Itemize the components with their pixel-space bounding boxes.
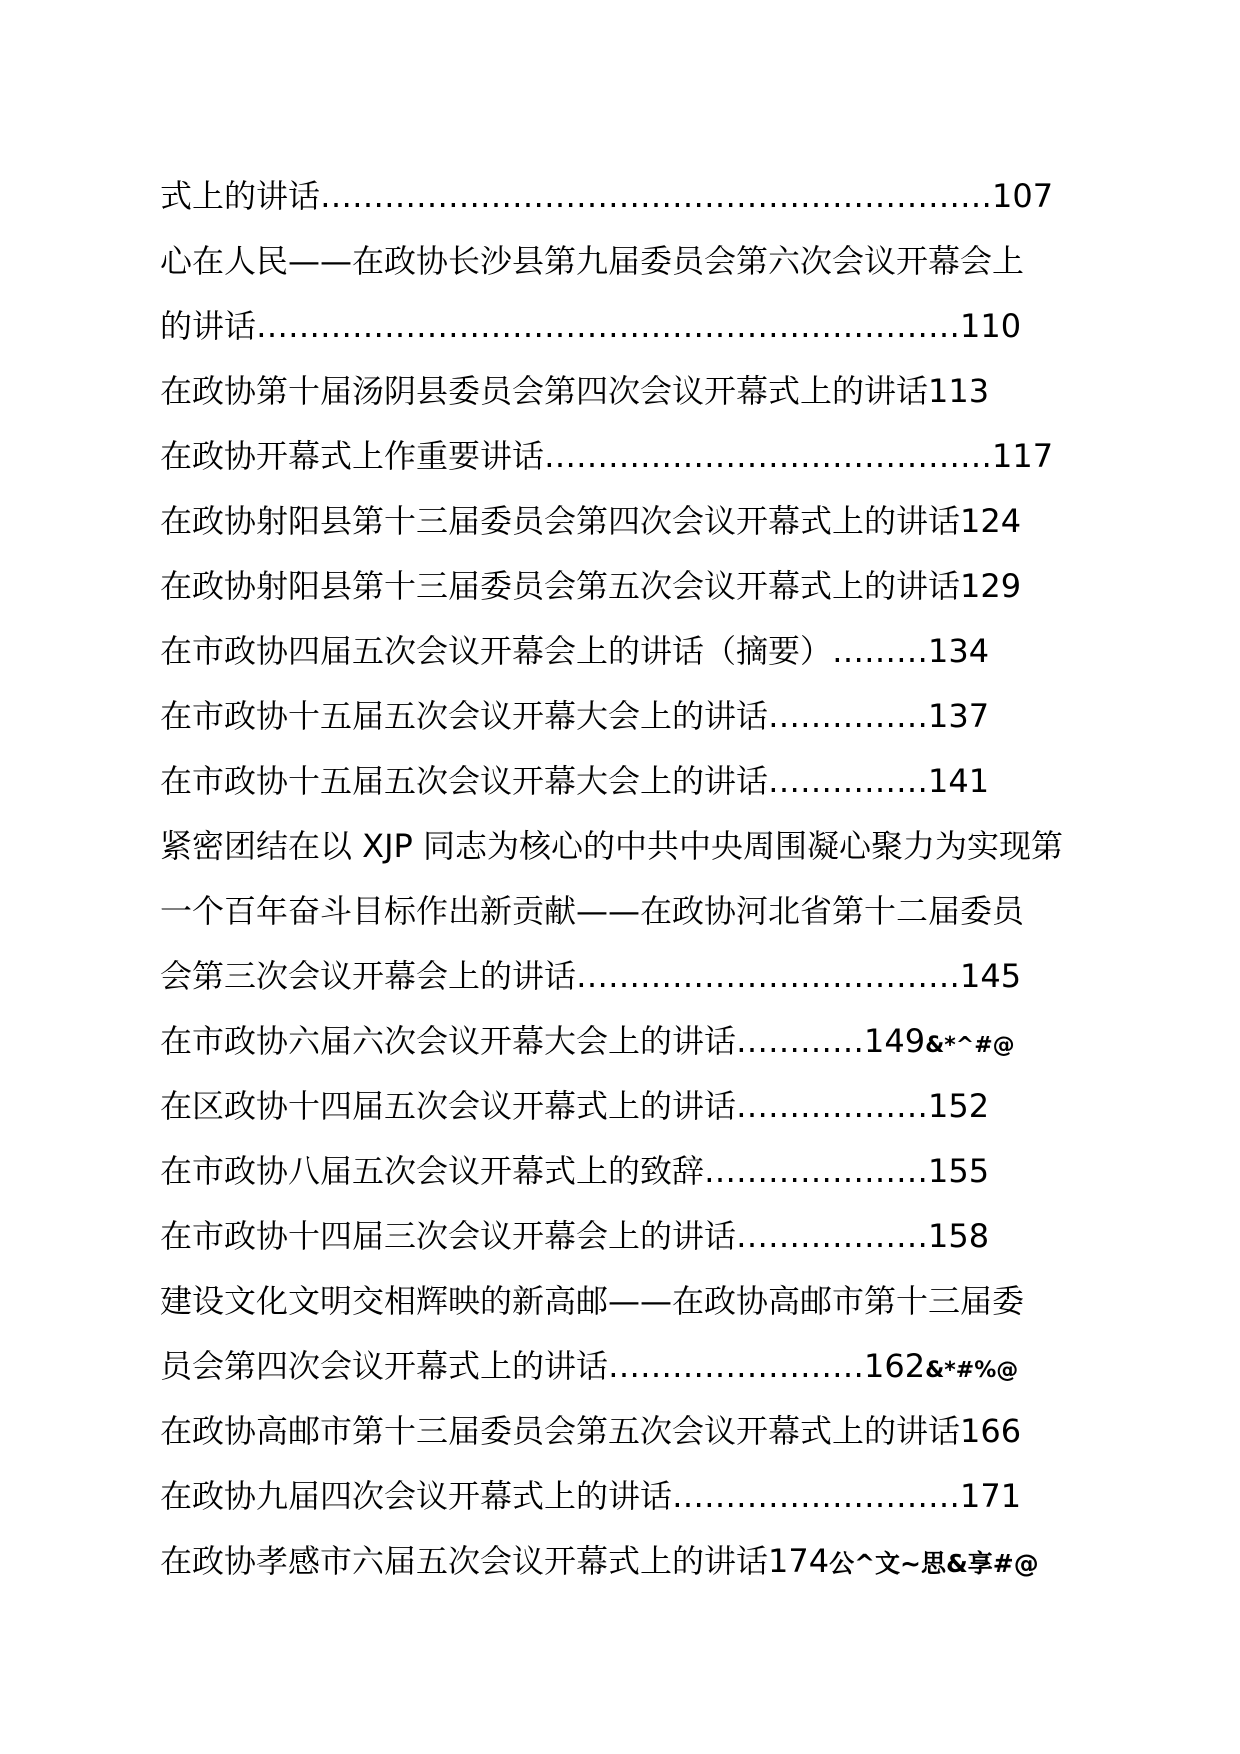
- toc-line: [160, 749, 1100, 814]
- toc-line-text: 式上的讲话………………………………………………………107: [160, 177, 1054, 215]
- toc-line-text: 在政协孝感市六届五次会议开幕式上的讲话174: [160, 1542, 830, 1580]
- toc-line-text: 在市政协十五届五次会议开幕大会上的讲话……………141: [160, 762, 990, 800]
- toc-line: [160, 1139, 1100, 1204]
- toc-line-text: 在政协高邮市第十三届委员会第五次会议开幕式上的讲话166: [160, 1412, 1022, 1450]
- toc-line-text: 在政协第十届汤阴县委员会第四次会议开幕式上的讲话113: [160, 372, 990, 410]
- toc-line-text: 在政协射阳县第十三届委员会第五次会议开幕式上的讲话129: [160, 567, 1022, 605]
- toc-line: [160, 1074, 1100, 1139]
- toc-line: [160, 359, 1100, 424]
- toc-line-text: 在市政协十五届五次会议开幕大会上的讲话……………137: [160, 697, 990, 735]
- watermark-text: &*^#@: [925, 1033, 1015, 1058]
- toc-line-text: 在政协射阳县第十三届委员会第四次会议开幕式上的讲话124: [160, 502, 1022, 540]
- toc-line-text: 在市政协六届六次会议开幕大会上的讲话…………149: [160, 1022, 926, 1060]
- toc-line: [160, 424, 1100, 489]
- toc-line-text: 在区政协十四届五次会议开幕式上的讲话………………152: [160, 1087, 990, 1125]
- toc-line-text: 一个百年奋斗目标作出新贡献——在政协河北省第十二届委员: [160, 892, 1025, 930]
- watermark-text: 公^文~思&享#@: [829, 1549, 1039, 1578]
- toc-line: [160, 1464, 1100, 1529]
- toc-line-text: 会第三次会议开幕会上的讲话………………………………145: [160, 957, 1022, 995]
- toc-line: [160, 1009, 1100, 1074]
- toc-line: [160, 684, 1100, 749]
- toc-line: [160, 814, 1100, 879]
- toc-line-text: 在政协九届四次会议开幕式上的讲话………………………171: [160, 1477, 1022, 1515]
- toc-line-text: 心在人民——在政协长沙县第九届委员会第六次会议开幕会上: [160, 242, 1025, 280]
- toc-line: [160, 554, 1100, 619]
- toc-line: [160, 229, 1100, 294]
- toc-line: [160, 619, 1100, 684]
- toc-line-text: 建设文化文明交相辉映的新高邮——在政协高邮市第十三届委: [160, 1282, 1025, 1320]
- toc-line: [160, 1334, 1100, 1399]
- toc-line: [160, 489, 1100, 554]
- toc-line: [160, 164, 1100, 229]
- toc-line: [160, 294, 1100, 359]
- toc-line-text: 的讲话…………………………………………………………110: [160, 307, 1022, 345]
- watermark-text: &*#%@: [925, 1358, 1019, 1383]
- toc-line-text: 在政协开幕式上作重要讲话……………………………………117: [160, 437, 1054, 475]
- table-of-contents: [160, 164, 1100, 1594]
- toc-line: [160, 1529, 1100, 1594]
- toc-line-text: 在市政协十四届三次会议开幕会上的讲话………………158: [160, 1217, 990, 1255]
- toc-line-text: 在市政协四届五次会议开幕会上的讲话（摘要）………134: [160, 632, 990, 670]
- toc-line: [160, 1399, 1100, 1464]
- toc-line: [160, 1204, 1100, 1269]
- toc-line: [160, 944, 1100, 1009]
- toc-line: [160, 1269, 1100, 1334]
- toc-line-text: 紧密团结在以 XJP 同志为核心的中共中央周围凝心聚力为实现第: [160, 827, 1064, 865]
- toc-line-text: 员会第四次会议开幕式上的讲话……………………162: [160, 1347, 926, 1385]
- toc-line-text: 在市政协八届五次会议开幕式上的致辞…………………155: [160, 1152, 990, 1190]
- toc-line: [160, 879, 1100, 944]
